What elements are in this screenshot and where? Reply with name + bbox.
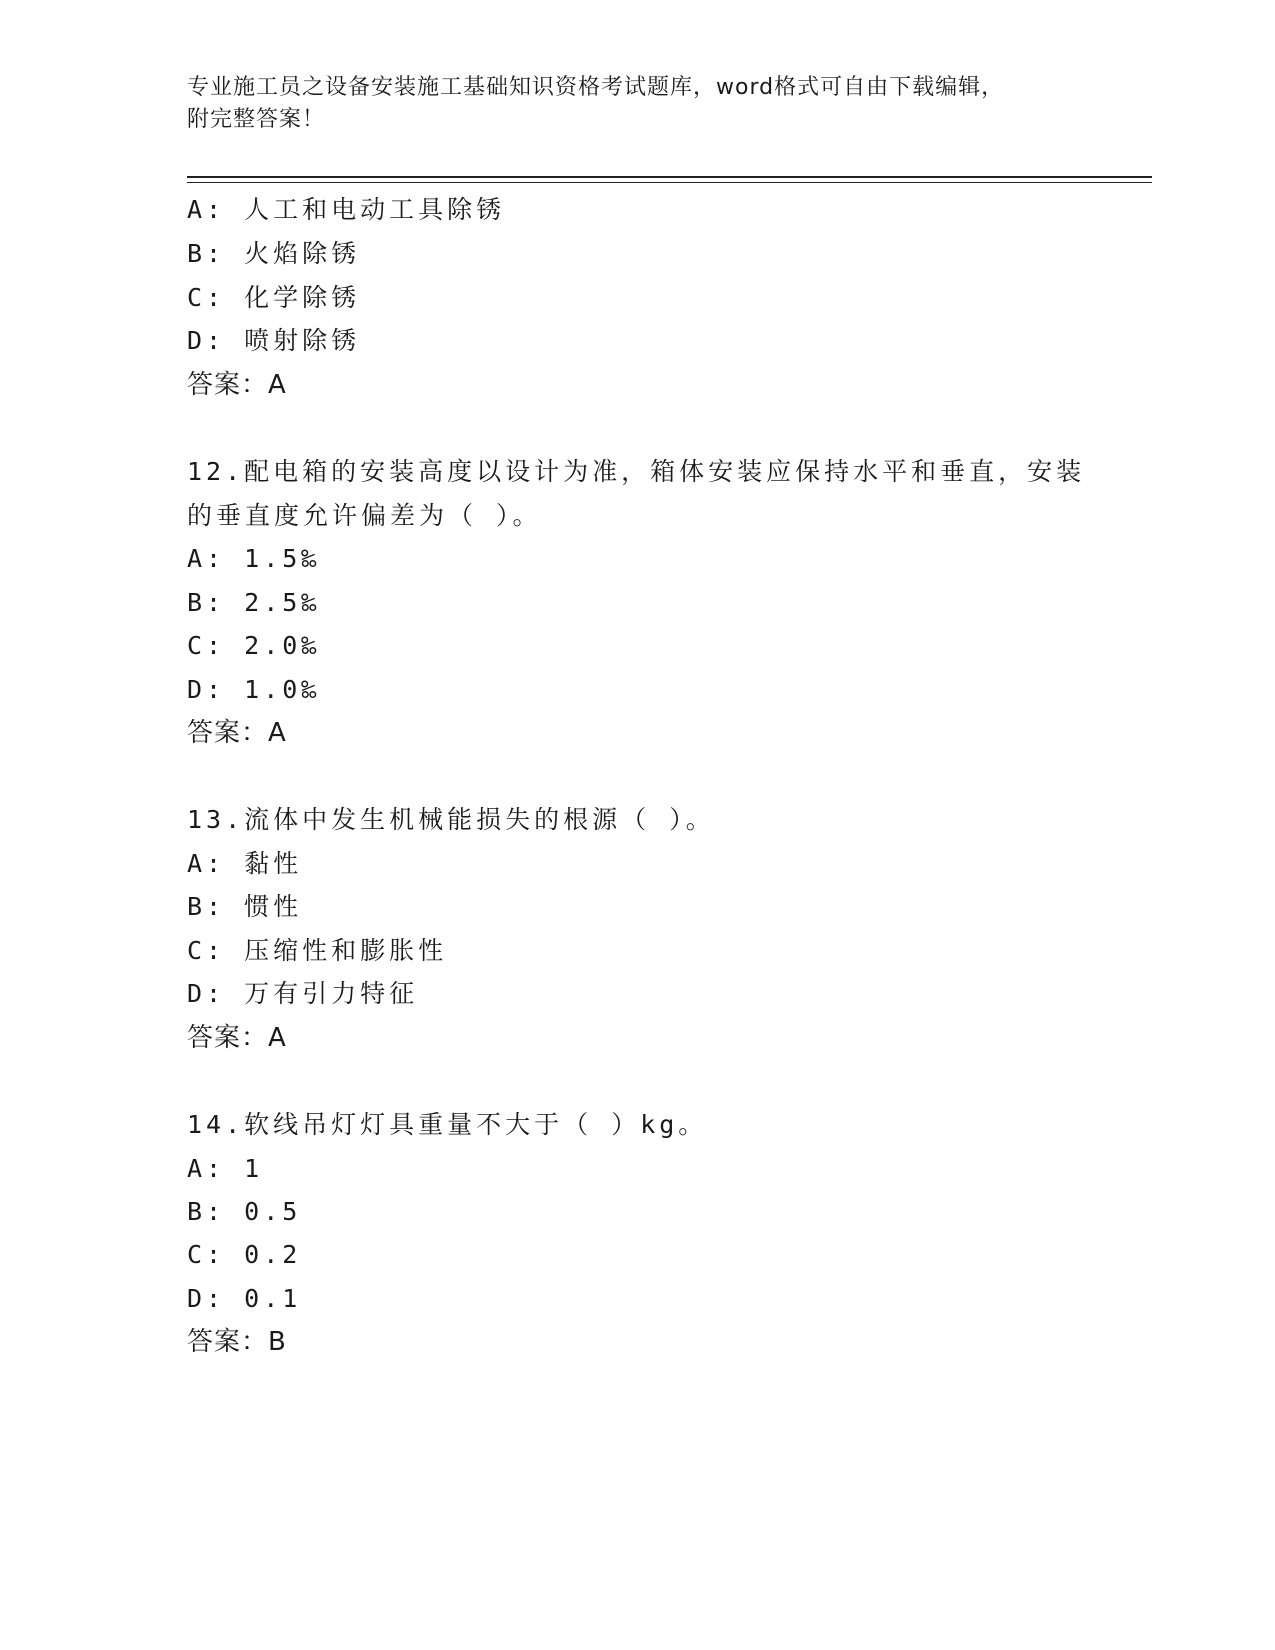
q14-option-b: B: 0.5 xyxy=(187,1197,302,1226)
q12-option-c: C: 2.0‰ xyxy=(187,631,321,660)
q13-stem-line-1: 13.流体中发生机械能损失的根源（ ）。 xyxy=(187,805,715,834)
q13-option-b: B: 惯性 xyxy=(187,892,303,921)
q13-answer: 答案：A xyxy=(187,1023,287,1053)
q12-option-a: A: 1.5‰ xyxy=(187,544,321,573)
q12-stem-line-1: 12.配电箱的安装高度以设计为准，箱体安装应保持水平和垂直，安装 xyxy=(187,457,1086,486)
q12-stem-line-2: 的垂直度允许偏差为（ ）。 xyxy=(187,501,542,530)
q13-option-c: C: 压缩性和膨胀性 xyxy=(187,936,448,965)
q13-option-a: A: 黏性 xyxy=(187,849,303,878)
q11-option-b: B: 火焰除锈 xyxy=(187,239,361,268)
q11-option-d: D: 喷射除锈 xyxy=(187,326,361,355)
q12-option-b: B: 2.5‰ xyxy=(187,588,321,617)
q14-option-a: A: 1 xyxy=(187,1154,264,1183)
header-divider-thin xyxy=(187,182,1152,183)
q14-stem-line-1: 14.软线吊灯灯具重量不大于（ ）kg。 xyxy=(187,1110,708,1139)
header-title-line-1: 专业施工员之设备安装施工基础知识资格考试题库，word格式可自由下载编辑， xyxy=(187,75,1005,100)
q11-option-a: A: 人工和电动工具除锈 xyxy=(187,195,506,224)
q14-option-c: C: 0.2 xyxy=(187,1240,302,1269)
header-divider-thick xyxy=(187,176,1152,178)
q11-answer: 答案：A xyxy=(187,370,287,400)
document-header xyxy=(187,72,1087,136)
header-title-line-2: 附完整答案！ xyxy=(187,107,326,132)
q14-answer: 答案：B xyxy=(187,1327,287,1357)
q11-option-c: C: 化学除锈 xyxy=(187,283,361,312)
q14-option-d: D: 0.1 xyxy=(187,1284,302,1313)
q12-option-d: D: 1.0‰ xyxy=(187,675,321,704)
q13-option-d: D: 万有引力特征 xyxy=(187,979,419,1008)
q12-answer: 答案：A xyxy=(187,718,287,748)
